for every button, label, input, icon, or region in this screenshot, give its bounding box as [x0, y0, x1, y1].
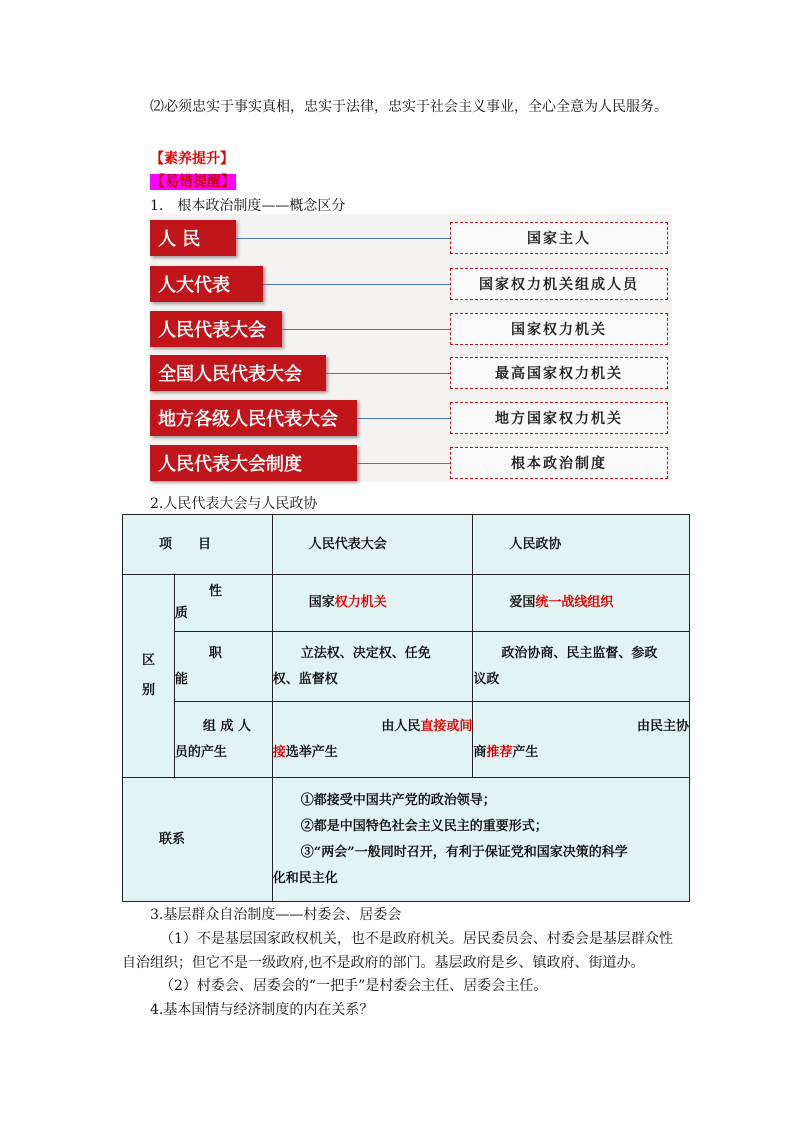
concept-meaning: 国家权力机关: [450, 313, 668, 345]
concept-diagram: [150, 214, 672, 482]
concept-term: 人民代表大会: [150, 311, 282, 347]
nature-npc-red: 权力机关: [334, 595, 387, 610]
formation-npc-plain2: 选举产生: [285, 744, 338, 760]
table-row-duty: [123, 632, 690, 702]
link-item-3: ③“两会”一般同时召开，有利于保证党和国家决策的科学: [300, 844, 628, 860]
nature-cppcc: [473, 575, 690, 632]
duty-npc: [272, 632, 473, 702]
formation-npc: [272, 702, 473, 778]
table-header-row: [123, 515, 690, 575]
link-content: [272, 778, 689, 902]
diff-label-1: 区: [141, 653, 155, 668]
nature-cppcc-plain: 爱国: [509, 595, 536, 610]
table-row-nature: [123, 575, 690, 632]
table-row-link: [123, 778, 690, 902]
concept-meaning: 根本政治制度: [450, 447, 668, 479]
connector-line: [326, 373, 450, 374]
formation-cppcc-plain2: 产生: [512, 744, 539, 760]
formation-cppcc-line1: 由民主协: [636, 718, 689, 734]
intro-line: ⑵必须忠实于事实真相，忠实于法律，忠实于社会主义事业，全心全意为人民服务。: [150, 99, 668, 115]
concept-meaning: 国家主人: [450, 222, 668, 254]
formation-label-b: 员的产生: [174, 744, 227, 760]
section3-p1-line2: 自治组织；但它不是一级政府,也不是政府的部门。基层政府是乡、镇政府、街道办。: [122, 955, 645, 971]
formation-cppcc-plain: 商: [473, 744, 487, 760]
concept-term: 全国人民代表大会: [150, 355, 326, 391]
header-item: 项 目: [123, 515, 273, 575]
concept-term: 人民代表大会制度: [150, 445, 357, 481]
section4-title: 4.基本国情与经济制度的内在关系？: [150, 1002, 374, 1018]
diff-label-2: 别: [141, 683, 155, 698]
formation-cppcc: [473, 702, 690, 778]
connector-line: [357, 463, 450, 464]
link-item-4: 化和民主化: [272, 870, 338, 886]
nature-label: [174, 575, 272, 632]
concept-term: 地方各级人民代表大会: [150, 400, 357, 436]
connector-line: [357, 418, 450, 419]
formation-cppcc-red: 推荐: [486, 744, 513, 760]
formation-npc-plain: 由人民: [381, 718, 421, 734]
header-npc: 人民代表大会: [272, 515, 473, 575]
nature-label-b: 质: [174, 606, 188, 621]
connector-line: [263, 284, 450, 285]
link-item-1: ①都接受中国共产党的政治领导；: [300, 792, 496, 808]
concept-meaning: 地方国家权力机关: [450, 402, 668, 434]
duty-cppcc-1: 政治协商、民主监督、参政: [501, 645, 658, 661]
nature-label-a: 性: [208, 584, 222, 599]
tag-improve: 【素养提升】: [150, 151, 234, 167]
duty-npc-2: 权、监督权: [272, 671, 338, 687]
link-label: 联系: [123, 778, 273, 902]
formation-npc-red: 直接或间: [420, 718, 473, 734]
duty-cppcc: [473, 632, 690, 702]
comparison-table: [122, 514, 690, 902]
concept-meaning: 国家权力机关组成人员: [450, 268, 668, 300]
section3-title: 3.基层群众自治制度——村委会、居委会: [150, 907, 402, 923]
connector-line: [282, 329, 450, 330]
concept-meaning: 最高国家权力机关: [450, 357, 668, 389]
section2-title: 2.人民代表大会与人民政协: [150, 496, 318, 512]
duty-cppcc-2: 议政: [473, 671, 500, 687]
section1-title: 1. 根本政治制度——概念区分: [150, 198, 346, 214]
nature-cppcc-red: 统一战线组织: [535, 595, 614, 610]
formation-label-a: 组 成 人: [202, 718, 251, 734]
duty-label-a: 职: [208, 645, 222, 661]
concept-term: 人 民: [150, 220, 236, 256]
formation-npc-line1: [273, 714, 473, 740]
concept-term: 人大代表: [150, 266, 263, 302]
duty-label-b: 能: [174, 671, 188, 687]
link-item-2: ②都是中国特色社会主义民主的重要形式；: [300, 818, 548, 834]
tag-error-tip-wrap: [150, 171, 236, 191]
duty-label: [174, 632, 272, 702]
formation-label: [174, 702, 272, 778]
connector-line: [236, 238, 450, 239]
header-cppcc: 人民政协: [473, 515, 690, 575]
formation-cppcc-line2: [473, 740, 689, 766]
duty-npc-1: 立法权、决定权、任免: [300, 645, 431, 661]
table-row-formation: [123, 702, 690, 778]
nature-npc: [272, 575, 473, 632]
formation-npc-red2: 接: [272, 744, 286, 760]
diff-label: [123, 575, 175, 778]
nature-npc-plain: 国家: [308, 595, 335, 610]
formation-npc-line2: [273, 740, 473, 766]
section3-p2: （2）村委会、居委会的“一把手”是村委会主任、居委会主任。: [160, 978, 548, 994]
tag-error-tip: 【易错提醒】: [151, 174, 235, 190]
section3-p1-line1: （1）不是基层国家政权机关，也不是政府机关。居民委员会、村委会是基层群众性: [160, 931, 673, 947]
